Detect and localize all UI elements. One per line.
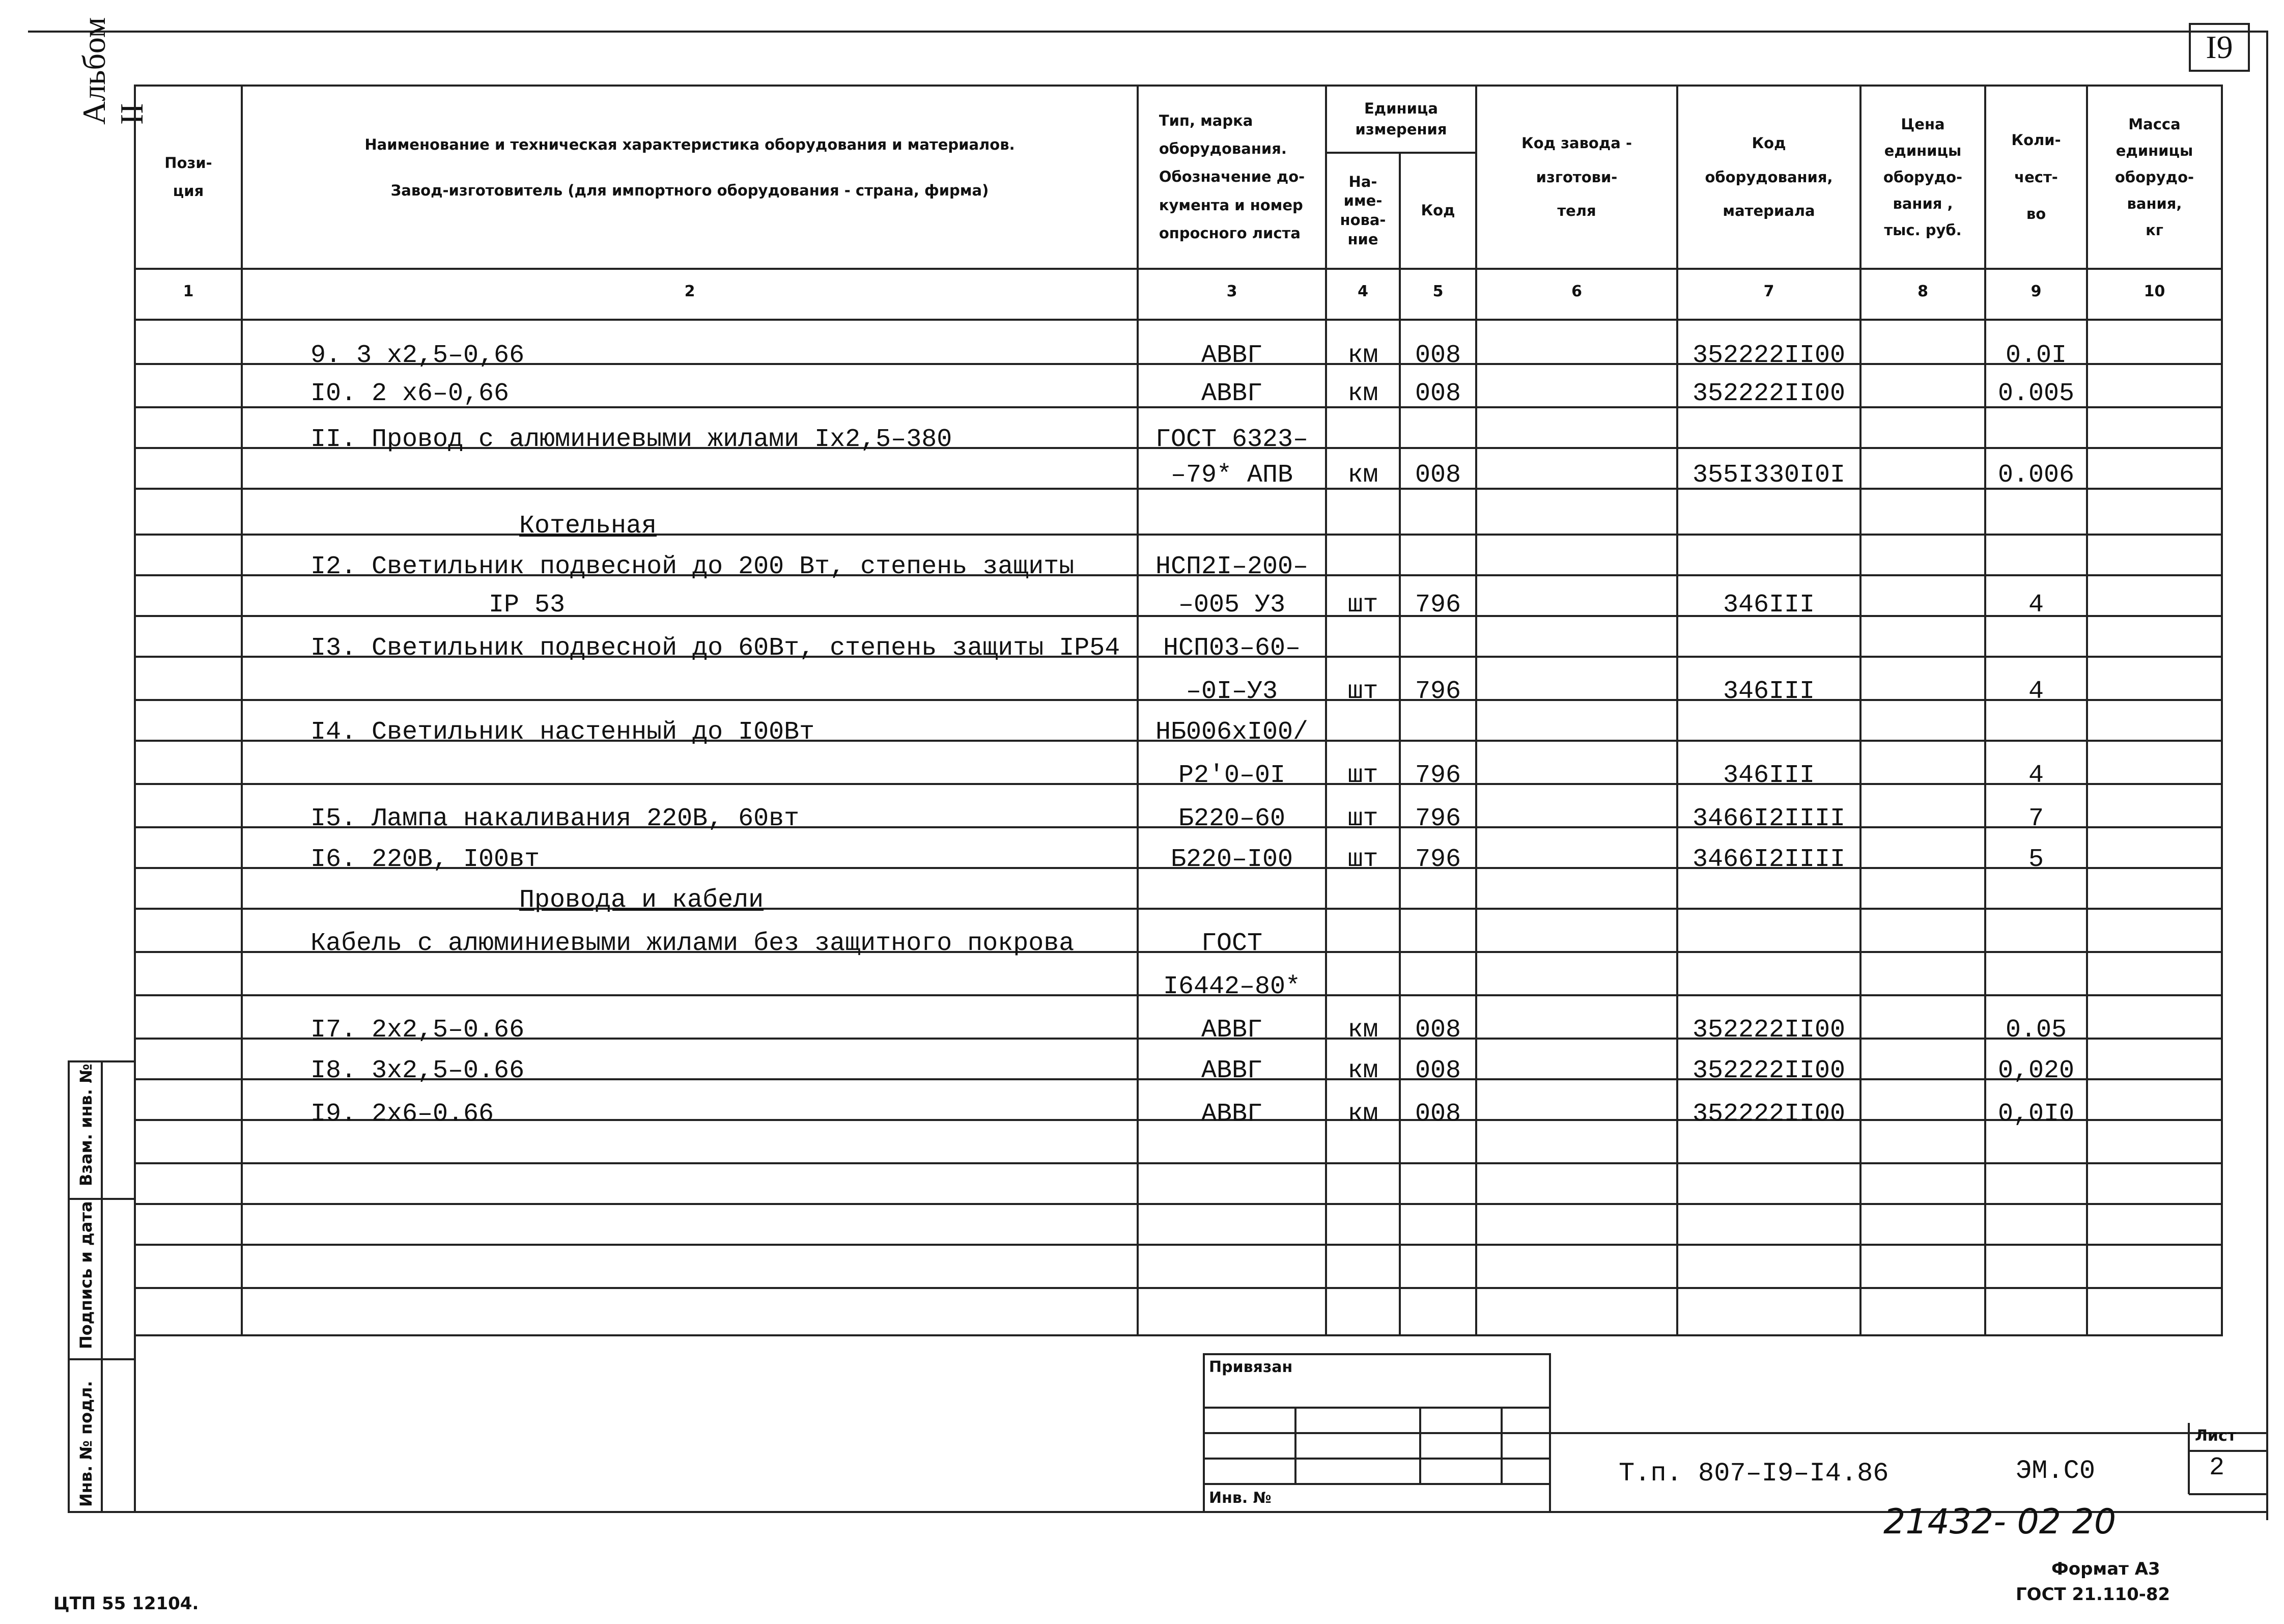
side-label-signature-date: Подпись и дата [76,1201,96,1349]
sheet-number: I9 [2189,23,2250,72]
col-number: 10 [2144,283,2165,300]
col-number: 8 [1918,283,1928,300]
row-material-code: 3466I2IIII [1692,845,1846,874]
row-name: I9. 2х6–0.66 [311,1100,494,1129]
row-quantity: 0.005 [1997,379,2075,408]
row-material-code: 352222II00 [1692,1100,1846,1129]
header-mass: Масса единицы оборудо- вания, кг [2114,115,2194,239]
corner-code: ЦТП 55 12104. [53,1593,199,1614]
row-name: I5. Лампа накаливания 220В, 60вт [311,804,800,833]
row-unit: км [1347,461,1378,490]
row-type: АВВГ [1201,1100,1263,1129]
row-unit: км [1347,341,1378,370]
row-type: Б220–I00 [1170,845,1293,874]
row-material-code: 355I330I0I [1692,461,1846,490]
row-name: II. Провод с алюминиевыми жилами Iх2,5–380 [311,425,952,454]
header-name: Наименование и техническая характеристика оборудования и материалов. [364,136,1015,154]
col-number: 4 [1358,283,1368,300]
row-unit: шт [1347,677,1378,706]
row-unit: шт [1347,804,1378,833]
col-number: 5 [1432,283,1444,300]
row-name: I3. Светильник подвесной до 60Вт, степень защиты IP54 [311,634,1120,663]
header-price: Цена единицы оборудо- вания , тыс. руб. [1883,115,1963,239]
row-type: I6442–80* [1163,972,1301,1001]
row-type: АВВГ [1201,1056,1263,1085]
row-material-code: 352222II00 [1692,1016,1846,1045]
row-unit-code: 008 [1415,1016,1461,1045]
row-unit-code: 008 [1415,379,1461,408]
row-name: 9. 3 х2,5–0,66 [311,341,525,370]
row-unit: шт [1347,845,1378,874]
row-unit-code: 796 [1415,677,1461,706]
row-type: НБ006хI00/ [1155,718,1309,747]
header-type: Тип, марка оборудования. Обозначение до- кумента и номер опросного листа [1159,112,1305,242]
col-number: 3 [1226,283,1237,300]
row-quantity: 4 [2028,761,2044,790]
row-name: Кабель с алюминиевыми жилами без защитного покрова [311,929,1075,958]
row-type: НСП2I–200– [1155,552,1309,581]
stamp-privyazan: Привязан [1209,1358,1293,1376]
row-unit-code: 008 [1415,341,1461,370]
col-number: 6 [1571,283,1582,300]
row-quantity: 4 [2028,677,2044,706]
header-unit: Единица измерения [1355,100,1447,138]
row-type: –79* АПВ [1170,461,1293,490]
header-unit-name: На- име- нова- ние [1340,173,1386,248]
row-name: Провода и кабели [519,886,764,915]
row-unit: км [1347,1016,1378,1045]
doc-mark: ЭМ.С0 [2016,1456,2096,1486]
row-material-code: 352222II00 [1692,341,1846,370]
album-label: Альбом II [76,17,150,125]
row-type: Р2'0–0I [1178,761,1286,790]
row-unit: шт [1347,591,1378,620]
header-manufacturer: Завод-изготовитель (для импортного оборудования - страна, фирма) [390,182,989,200]
row-type: АВВГ [1201,379,1263,408]
row-quantity: 0.0I [2005,341,2067,370]
gost-label: ГОСТ 21.110-82 [2016,1584,2170,1605]
row-name: I0. 2 х6–0,66 [311,379,510,408]
col-number: 9 [2031,283,2042,300]
row-unit-code: 008 [1415,1056,1461,1085]
row-unit: км [1347,379,1378,408]
row-material-code: 352222II00 [1692,1056,1846,1085]
side-label-replace-inv: Взам. инв. № [76,1063,96,1186]
header-unit-code: Код [1421,202,1455,219]
row-type: АВВГ [1201,341,1263,370]
row-type: –005 У3 [1178,591,1286,620]
row-quantity: 7 [2028,804,2044,833]
handwritten-number: 21432- 02 20 [1883,1502,2117,1542]
col-number: 2 [684,283,695,300]
col-number: 1 [183,283,194,300]
list-label: Лист [2195,1427,2237,1445]
row-quantity: 0.006 [1997,461,2075,490]
row-unit-code: 796 [1415,804,1461,833]
row-type: ГОСТ [1201,929,1263,958]
row-material-code: 346III [1723,677,1815,706]
row-type: Б220–60 [1178,804,1286,833]
row-type: АВВГ [1201,1016,1263,1045]
row-type: –0I–У3 [1186,677,1278,706]
row-name: I7. 2х2,5–0.66 [311,1016,525,1045]
header-position: Пози- ция [164,154,212,200]
row-quantity: 4 [2028,591,2044,620]
row-name: I8. 3х2,5–0.66 [311,1056,525,1085]
doc-number: Т.п. 807–I9–I4.86 [1619,1459,1889,1489]
row-quantity: 0,0I0 [1997,1100,2075,1129]
row-name: I4. Светильник настенный до I00Вт [311,718,815,747]
row-name: Котельная [519,512,657,541]
row-unit: шт [1347,761,1378,790]
header-material-code: Код оборудования, материала [1705,134,1833,220]
row-unit-code: 008 [1415,461,1461,490]
row-material-code: 346III [1723,761,1815,790]
row-quantity: 5 [2028,845,2044,874]
header-quantity: Коли- чест- во [2011,131,2061,223]
row-name: IP 53 [489,591,566,620]
row-quantity: 0,020 [1997,1056,2075,1085]
header-factory-code: Код завода - изготови- теля [1521,134,1632,220]
row-quantity: 0.05 [2005,1016,2067,1045]
side-label-inv-original: Инв. № подл. [76,1381,96,1507]
row-material-code: 352222II00 [1692,379,1846,408]
row-name: I6. 220В, I00вт [311,845,540,874]
row-unit: км [1347,1100,1378,1129]
format-label: Формат А3 [2051,1559,2160,1579]
col-number: 7 [1763,283,1774,300]
row-material-code: 3466I2IIII [1692,804,1846,833]
row-unit-code: 008 [1415,1100,1461,1129]
row-name: I2. Светильник подвесной до 200 Вт, степень защиты [311,552,1075,581]
row-unit-code: 796 [1415,761,1461,790]
row-material-code: 346III [1723,591,1815,620]
row-unit-code: 796 [1415,845,1461,874]
row-unit-code: 796 [1415,591,1461,620]
stamp-inv: Инв. № [1209,1489,1272,1507]
row-type: НСП03–60– [1163,634,1301,663]
row-unit: км [1347,1056,1378,1085]
list-number: 2 [2209,1453,2225,1482]
row-type: ГОСТ 6323– [1155,425,1309,454]
